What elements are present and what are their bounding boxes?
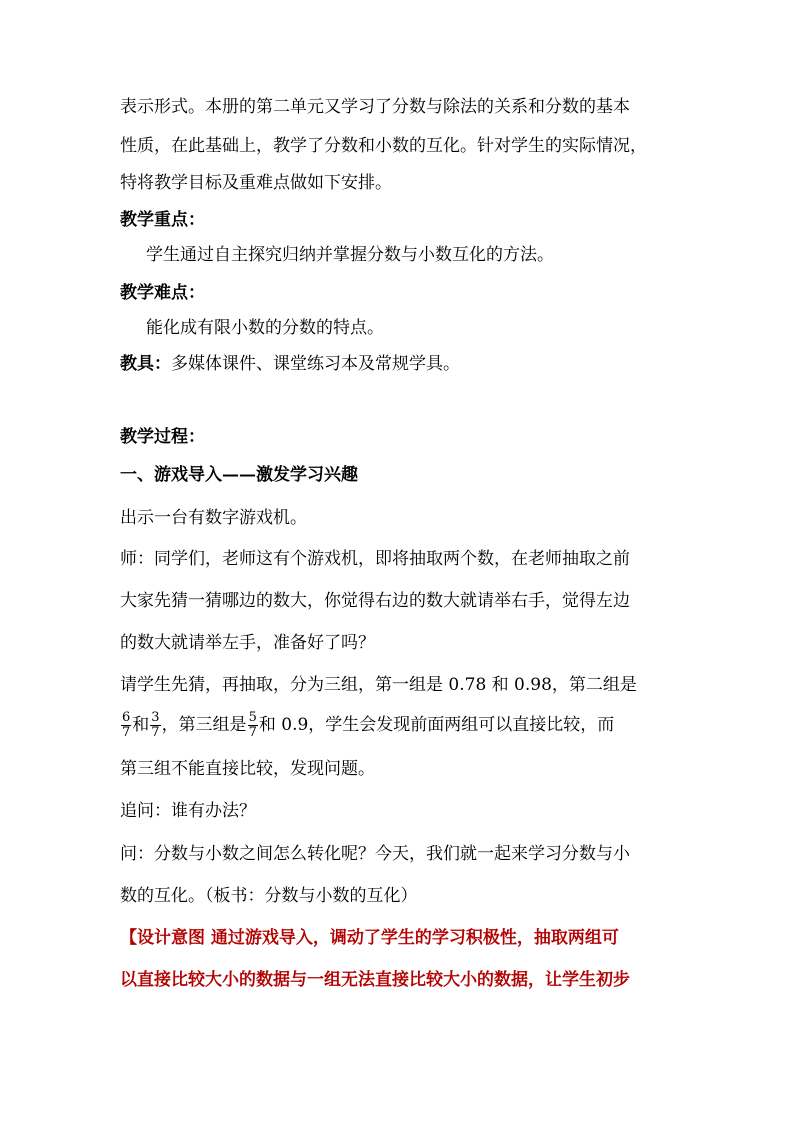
fraction-three-sevenths (150, 711, 160, 740)
teacher-line-3: 的数大就请举左手，准备好了吗？ (120, 633, 375, 653)
section1-heading: 一、游戏导入——激发学习兴趣 (120, 465, 358, 485)
tools-line (120, 353, 680, 375)
intro-line-3: 特将教学目标及重难点做如下安排。 (120, 173, 392, 193)
guess-mid-text: ，第三组是 (161, 715, 247, 735)
key-point-heading: 教学重点： (120, 210, 205, 230)
guess-rest-text: 和 0.9，学生会发现前面两组可以直接比较，而 (258, 715, 615, 735)
fraction-denominator: 7 (122, 725, 131, 740)
fraction-six-sevenths (121, 711, 131, 740)
fraction-numerator: 5 (248, 710, 257, 725)
intro-line-2: 性质，在此基础上，教学了分数和小数的互化。针对学生的实际情况， (120, 136, 647, 156)
guess-and-text: 和 (132, 715, 150, 735)
guess-line-1: 请学生先猜，再抽取，分为三组，第一组是 0.78 和 0.98，第二组是 (120, 675, 637, 695)
key-point-text: 学生通过自主探究归纳并掌握分数与小数互化的方法。 (146, 245, 554, 265)
difficulty-text: 能化成有限小数的分数的特点。 (146, 318, 384, 338)
question-line-2: 数的互化。（板书：分数与小数的互化） (120, 886, 418, 906)
teacher-line-2: 大家先猜一猜哪边的数大，你觉得右边的数大就请举右手，觉得左边 (120, 591, 630, 611)
fraction-denominator: 7 (151, 725, 160, 740)
difficulty-heading: 教学难点： (120, 283, 205, 303)
question-line-1: 问：分数与小数之间怎么转化呢？今天，我们就一起来学习分数与小 (120, 844, 630, 864)
guess-line-2 (120, 708, 680, 742)
intro-line-1: 表示形式。本册的第二单元又学习了分数与除法的关系和分数的基本 (120, 97, 630, 117)
process-heading: 教学过程： (120, 427, 205, 447)
fraction-denominator: 7 (248, 725, 257, 740)
fraction-five-sevenths (248, 711, 258, 740)
teacher-line-1: 师：同学们，老师这有个游戏机，即将抽取两个数，在老师抽取之前 (120, 549, 630, 569)
show-machine-line: 出示一台有数字游戏机。 (120, 508, 307, 528)
guess-line-3: 第三组不能直接比较，发现问题。 (120, 759, 375, 779)
design-intent-line-1: 【设计意图 通过游戏导入，调动了学生的学习积极性，抽取两组可 (120, 928, 619, 948)
follow-up-line: 追问：谁有办法？ (120, 801, 256, 821)
fraction-numerator: 6 (122, 710, 131, 725)
tools-text: 多媒体课件、课堂练习本及常规学具。 (171, 354, 460, 374)
tools-label: 教具： (120, 354, 171, 374)
fraction-numerator: 3 (151, 710, 160, 725)
design-intent-line-2: 以直接比较大小的数据与一组无法直接比较大小的数据，让学生初步 (120, 970, 630, 990)
